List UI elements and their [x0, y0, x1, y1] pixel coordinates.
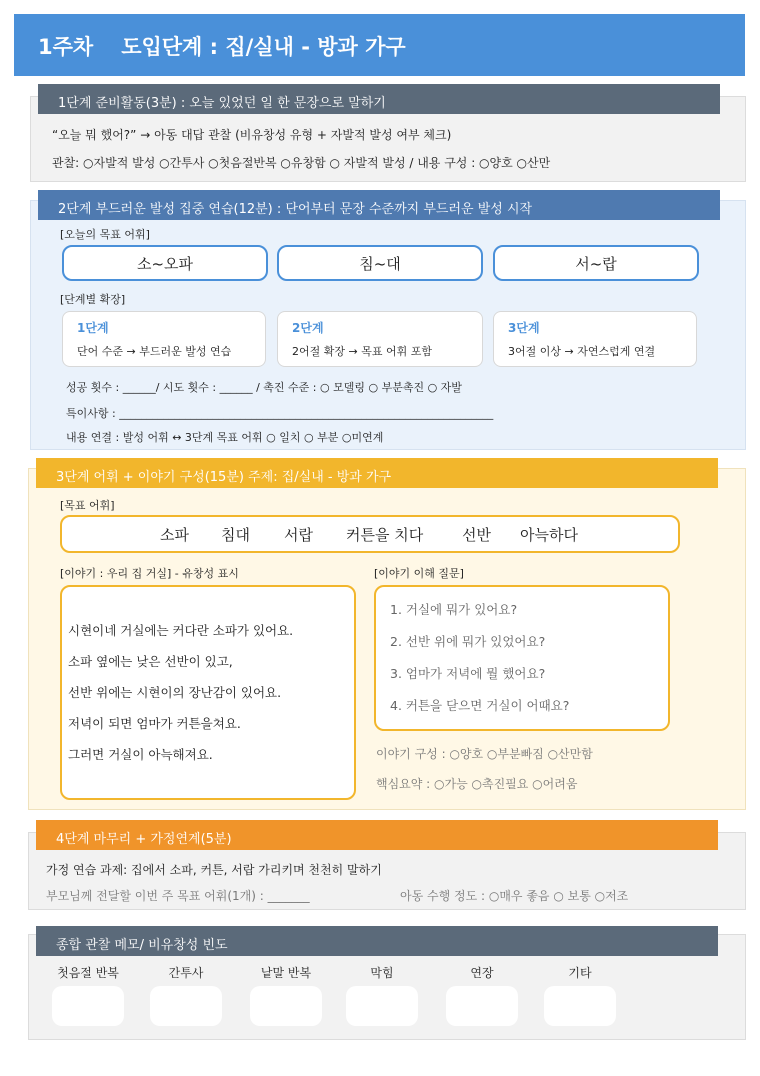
story-line-4: 저녁이 되면 엄마가 커튼을쳐요. — [68, 716, 241, 731]
memo-label: 기타 — [568, 966, 592, 980]
page-header — [14, 14, 745, 76]
vocab-word: 소파 — [160, 526, 189, 544]
memo-box-1[interactable] — [52, 986, 124, 1026]
vocab-box-3: 서~랍 — [493, 245, 699, 281]
story-eval: 이야기 구성 : ○양호 ○부분빠짐 ○산만함 — [376, 747, 593, 761]
memo-box-3[interactable] — [250, 986, 322, 1026]
memo-box-2[interactable] — [150, 986, 222, 1026]
child-performance: 아동 수행 정도 : ○매우 좋음 ○ 보통 ○저조 — [400, 889, 629, 903]
stage-head: 1단계 — [77, 321, 109, 335]
vocab-word: 침대 — [221, 526, 250, 544]
step1-bar: 1단계 준비활동(3분) : 오늘 있었던 일 한 문장으로 말하기 — [38, 84, 720, 114]
step1-line1: “오늘 뭐 했어?” → 아동 대답 관찰 (비유창성 유형 + 자발적 발성 여부 체크) — [52, 128, 452, 142]
vocab-word: 커튼을 치다 — [346, 526, 424, 544]
stage-desc: 2어절 확장 → 목표 어휘 포함 — [292, 345, 432, 358]
vocab-word: 아늑하다 — [520, 526, 578, 544]
vocab-word: 선반 — [462, 526, 491, 544]
vocab-word: 서랍 — [284, 526, 313, 544]
story-line-3: 선반 위에는 시현이의 장난감이 있어요. — [68, 685, 282, 700]
memo-label: 간투사 — [168, 966, 204, 980]
story-line-5: 그러면 거실이 아늑해져요. — [68, 747, 213, 762]
vocab-box-1: 소~오파 — [62, 245, 268, 281]
memo-box-6[interactable] — [544, 986, 616, 1026]
stage-desc: 3어절 이상 → 자연스럽게 연결 — [508, 345, 656, 358]
step4-bar: 4단계 마무리 + 가정연계(5분) — [36, 820, 718, 850]
step2-expand-label: [단계별 확장] — [60, 293, 126, 306]
stage-box-1 — [62, 311, 266, 367]
step3-bar: 3단계 어휘 + 이야기 구성(15분) 주제: 집/실내 - 방과 가구 — [36, 458, 718, 488]
memo-label: 연장 — [470, 966, 494, 980]
step2-vocab-label: [오늘의 목표 어휘] — [60, 228, 150, 241]
memo-label: 낱말 반복 — [260, 966, 312, 980]
stage-head: 2단계 — [292, 321, 324, 335]
step3-vocab-label: [목표 어휘] — [60, 499, 115, 512]
memo-box-5[interactable] — [446, 986, 518, 1026]
stage-box-2 — [277, 311, 483, 367]
question-2: 2. 선반 위에 뭐가 있었어요? — [390, 634, 546, 649]
week-label: 1주차 — [38, 35, 94, 59]
page-title: 도입단계 : 집/실내 - 방과 가구 — [121, 35, 406, 59]
step2-record-2: 특이사항 : ____________________________________________________________________ — [66, 407, 494, 420]
memo-label: 막힘 — [370, 966, 394, 980]
question-label: [이야기 이해 질문] — [374, 567, 464, 580]
step3-vocab-box — [60, 515, 680, 553]
question-4: 4. 커튼을 닫으면 거실이 어때요? — [390, 698, 570, 713]
stage-head: 3단계 — [508, 321, 540, 335]
memo-box-4[interactable] — [346, 986, 418, 1026]
question-3: 3. 엄마가 저녁에 뭘 했어요? — [390, 666, 546, 681]
step2-record-1: 성공 횟수 : ______/ 시도 횟수 : ______ / 촉진 수준 : ○ 모델링 ○ 부분촉진 ○ 자발 — [66, 381, 462, 394]
summary-eval: 핵심요약 : ○가능 ○촉진필요 ○어려움 — [376, 777, 578, 791]
story-line-1: 시현이네 거실에는 커다란 소파가 있어요. — [68, 623, 294, 638]
home-task: 가정 연습 과제: 집에서 소파, 커튼, 서랍 가리키며 천천히 말하기 — [46, 863, 382, 877]
memo-bar: 종합 관찰 메모/ 비유창성 빈도 — [36, 926, 718, 956]
story-line-2: 소파 옆에는 낮은 선반이 있고, — [68, 654, 233, 669]
step1-line2: 관찰: ○자발적 발성 ○간투사 ○첫음절반복 ○유창함 ○ 자발적 발성 / 내용 구성 : ○양호 ○산만 — [52, 156, 551, 170]
parent-vocab: 부모님께 전달할 이번 주 목표 어휘(1개) : _______ — [46, 889, 310, 903]
story-label: [이야기 : 우리 집 거실] - 유창성 표시 — [60, 567, 239, 580]
stage-desc: 단어 수준 → 부드러운 발성 연습 — [77, 345, 232, 358]
vocab-box-2: 침~대 — [277, 245, 483, 281]
memo-label: 첫음절 반복 — [57, 966, 119, 980]
question-1: 1. 거실에 뭐가 있어요? — [390, 602, 518, 617]
stage-box-3 — [493, 311, 697, 367]
step2-bar: 2단계 부드러운 발성 집중 연습(12분) : 단어부터 문장 수준까지 부드러운 발성 시작 — [38, 190, 720, 220]
step2-record-3: 내용 연결 : 발성 어휘 ↔ 3단계 목표 어휘 ○ 일치 ○ 부분 ○미연계 — [66, 431, 384, 444]
